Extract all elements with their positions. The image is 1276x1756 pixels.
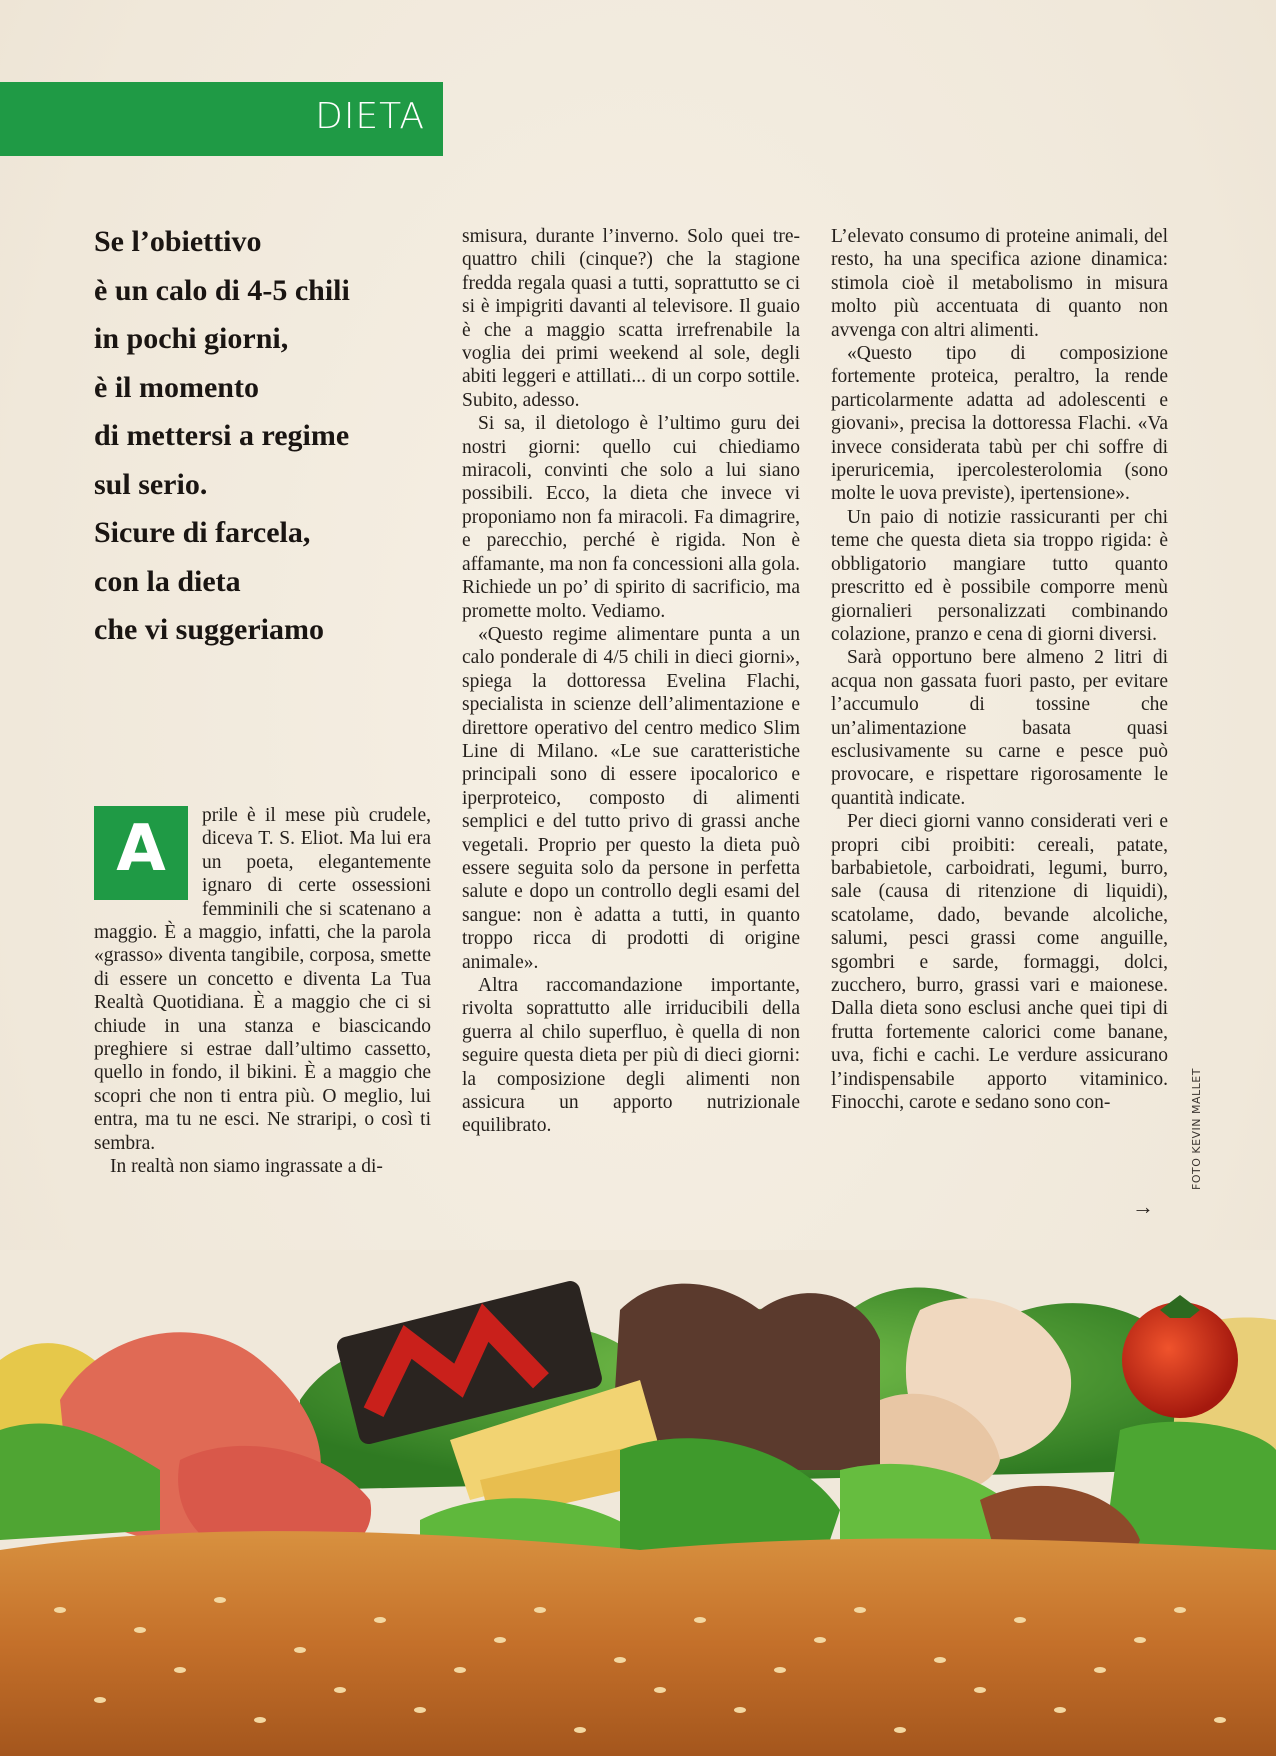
deck-line: Se l’obiettivo — [94, 225, 262, 258]
deck-line: è il momento — [94, 370, 259, 404]
bread-loaf — [0, 1531, 1276, 1756]
deck-line: Sicure di farcela, — [94, 516, 311, 549]
deck-line: è un calo di 4-5 chili — [94, 273, 350, 307]
paragraph: Altra raccomandazione importante, rivolta soprattutto alle irriducibili della guerra al chilo superfluo, è quella di non seguire questa dieta per più di dieci giorni: la composizione degli alimenti non assicura un apporto nutrizionale equilibrato. — [462, 975, 800, 1137]
paragraph: L’elevato consumo di proteine animali, del resto, ha una specifica azione dinamica: stimola cioè il metabolismo in misura molto più accentuata di quanto non avvenga con altri alimenti. — [831, 226, 1168, 341]
deck-line: che vi suggeriamo — [94, 613, 324, 646]
drop-cap-letter: A — [116, 812, 166, 886]
paragraph: In realtà non siamo ingrassate a di- — [110, 1156, 383, 1178]
paragraph: Per dieci giorni vanno considerati veri e propri cibi proibiti: cereali, patate, barbabietole, carboidrati, legumi, burro, sale (causa di ritenzione di liquidi), scatolame, dado, bevande alcoliche, salumi, pesci grassi come anguille, sgombri e sarde, formaggi, dolci, zucchero, burro, grassi vari e maionese. Dalla dieta sono esclusi anche quei tipi di frutta fortemente calorici come banane, uva, fichi e cachi. Le verdure assicurano l’indispensabile apporto vitaminico. Finocchi, carote e sedano sono con- — [831, 811, 1168, 1114]
deck-line: sul serio. — [94, 467, 208, 501]
section-bar — [0, 82, 443, 156]
text-column-3 — [831, 225, 1168, 1114]
paragraph: Un paio di notizie rassicuranti per chi teme che questa dieta sia troppo rigida: è obbligatorio mangiare tutto quanto prescritto ed è possibile comporre menù giornalieri personalizzati combinando colazione, pranzo e cena di giorni diversi. — [831, 506, 1168, 645]
text-column-1 — [94, 804, 431, 1179]
tomato — [1122, 1302, 1238, 1418]
deck-line: in pochi giorni, — [94, 322, 289, 355]
paragraph: Si sa, il dietologo è l’ultimo guru dei nostri giorni: quello cui chiediamo miracoli, convinti che solo a lui siano possibili. Ecco, la dieta che invece vi proponiamo non fa miracoli. Fa dimagrire, e parecchio, perché è rigida. Non è affamante, ma non fa concessioni alla gola. Richiede un po’ di spirito di sacrificio, ma promette molto. Vediamo. — [462, 413, 800, 622]
food-photo — [0, 1250, 1276, 1756]
photo-credit: FOTO KEVIN MALLET — [1190, 1068, 1203, 1190]
paragraph: Sarà opportuno bere almeno 2 litri di acqua non gassata fuori pasto, per evitare l’accumulo di tossine che un’alimentazione basata quasi esclusivamente su carne e pesce può provocare, e rispettare rigorosamente le quantità indicate. — [831, 647, 1168, 809]
section-label: DIETA — [315, 96, 425, 137]
paragraph: smisura, durante l’inverno. Solo quei tre-quattro chili (cinque?) che la stagione fredda regala quasi a tutti, soprattutto se ci si è impigriti davanti al televisore. Il guaio è che a maggio scatta irrefrenabile la voglia dei primi weekend al sole, degli abiti leggeri e attillati... di un corpo sottile. Subito, adesso. — [462, 226, 800, 411]
deck-line: di mettersi a regime — [94, 419, 350, 452]
drop-cap — [94, 806, 188, 900]
deck-line: con la dieta — [94, 564, 241, 598]
paragraph: «Questo tipo di composizione fortemente proteica, peraltro, la rende particolarmente adatta ad adolescenti e giovani», precisa la dottoressa Flachi. «Va invece considerata tabù per chi soffre di iperuricemia, ipercolesterolomia (sono molte le uova previste), ipertensione». — [831, 343, 1168, 505]
article-deck — [94, 218, 424, 655]
text-column-2 — [462, 225, 800, 1138]
paragraph: prile è il mese più crudele, diceva T. S. Eliot. Ma lui era un poeta, elegantemente ignaro di certe ossessioni femminili che si scatenano a maggio. È a maggio, infatti, che la parola «grasso» diventa tangibile, corposa, smette di essere un concetto e diventa La Tua Realtà Quotidiana. È a maggio che ci si chiude in una stanza e biascicando preghiere si estrae dall’ultimo cassetto, quello in fondo, il bikini. È a maggio che scopri che non ti entra più. O meglio, lui entra, ma tu ne esci. Ne straripi, o così ti sembra. — [94, 805, 431, 1154]
continue-arrow-icon: → — [1132, 1194, 1154, 1219]
paragraph: «Questo regime alimentare punta a un calo ponderale di 4/5 chili in dieci giorni», spiega la dottoressa Evelina Flachi, specialista in scienze dell’alimentazione e direttore operativo del centro medico Slim Line di Milano. «Le sue caratteristiche principali sono di essere ipocalorico e iperproteico, composto di alimenti semplici e del tutto privo di grassi anche vegetali. Proprio per questo la dieta può essere seguita solo da persone in perfetta salute e dopo un controllo degli esami del sangue: non è adatta a tutti, in quanto troppo ricca di prodotti di origine animale». — [462, 623, 800, 973]
